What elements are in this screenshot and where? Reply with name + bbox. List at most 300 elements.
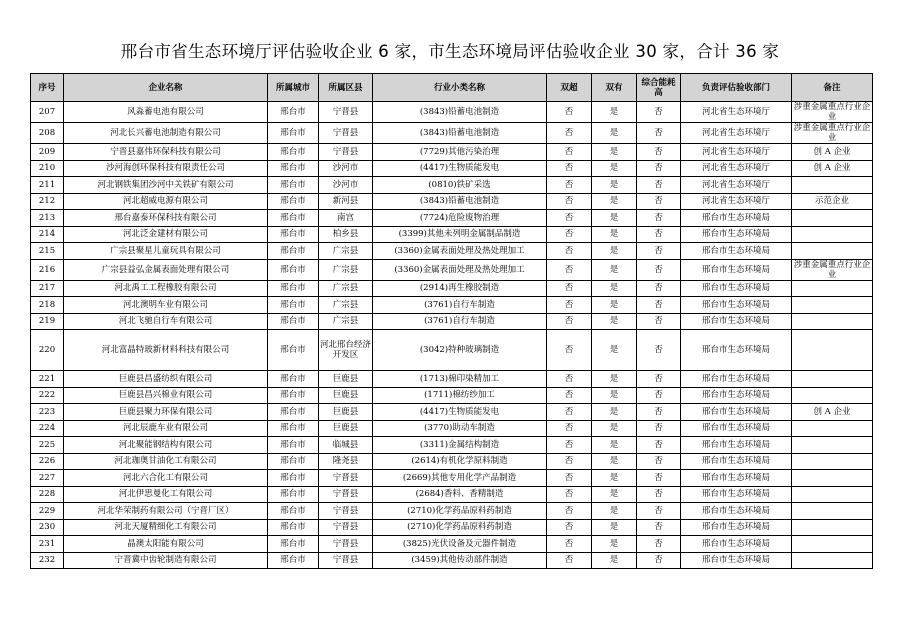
cell-company-name: 河北六合化工有限公司: [64, 470, 268, 487]
cell-energy: 否: [637, 437, 681, 454]
cell-energy: 否: [637, 552, 681, 569]
cell-energy: 否: [637, 313, 681, 330]
table-row: [31, 536, 873, 553]
cell-company-name: 河北澳明车业有限公司: [64, 297, 268, 314]
cell-dept: 邢台市生态环境局: [681, 519, 792, 536]
cell-shuangchao: 否: [547, 160, 592, 177]
cell-city: 邢台市: [268, 371, 319, 388]
cell-no: 231: [31, 536, 64, 553]
cell-no: 220: [31, 330, 64, 371]
cell-no: 222: [31, 387, 64, 404]
cell-dept: 河北省生态环境厅: [681, 193, 792, 210]
cell-city: 邢台市: [268, 297, 319, 314]
cell-shuangyou: 是: [592, 177, 637, 194]
cell-no: 218: [31, 297, 64, 314]
cell-no: 207: [31, 102, 64, 123]
cell-city: 邢台市: [268, 160, 319, 177]
cell-company-name: 河北天厦精细化工有限公司: [64, 519, 268, 536]
table-row: [31, 210, 873, 227]
cell-industry: (0810)铁矿采选: [373, 177, 547, 194]
cell-shuangchao: 否: [547, 330, 592, 371]
cell-industry: (3843)铅蓄电池制造: [373, 123, 547, 144]
cell-county: 宁晋县: [319, 486, 373, 503]
cell-no: 210: [31, 160, 64, 177]
cell-company-name: 河北钢铁集团沙河中关铁矿有限公司: [64, 177, 268, 194]
cell-industry: (2669)其他专用化学产品制造: [373, 470, 547, 487]
cell-city: 邢台市: [268, 123, 319, 144]
cell-shuangchao: 否: [547, 503, 592, 520]
cell-energy: 否: [637, 177, 681, 194]
cell-city: 邢台市: [268, 243, 319, 260]
table-row: [31, 453, 873, 470]
table-row: [31, 552, 873, 569]
cell-shuangyou: 是: [592, 437, 637, 454]
table-row: [31, 486, 873, 503]
cell-city: 邢台市: [268, 144, 319, 161]
cell-shuangchao: 否: [547, 404, 592, 421]
cell-shuangyou: 是: [592, 371, 637, 388]
cell-dept: 邢台市生态环境局: [681, 280, 792, 297]
cell-dept: 邢台市生态环境局: [681, 420, 792, 437]
cell-dept: 邢台市生态环境局: [681, 330, 792, 371]
cell-shuangchao: 否: [547, 123, 592, 144]
cell-dept: 邢台市生态环境局: [681, 297, 792, 314]
page-title: 邢台市省生态环境厅评估验收企业 6 家，市生态环境局评估验收企业 30 家，合计 36 家: [120, 42, 780, 61]
cell-company-name: 邢台嘉泰环保科技有限公司: [64, 210, 268, 227]
table-row: [31, 387, 873, 404]
table-row: [31, 437, 873, 454]
cell-county: 新河县: [319, 193, 373, 210]
header-industry: 行业小类名称: [373, 74, 547, 102]
cell-county: 宁晋县: [319, 503, 373, 520]
cell-industry: (1713)棉印染精加工: [373, 371, 547, 388]
cell-city: 邢台市: [268, 177, 319, 194]
cell-county: 巨鹿县: [319, 420, 373, 437]
cell-industry: (3042)特种玻璃制造: [373, 330, 547, 371]
cell-note: 涉重金属重点行业企业: [792, 102, 873, 123]
cell-dept: 邢台市生态环境局: [681, 437, 792, 454]
cell-no: 228: [31, 486, 64, 503]
cell-shuangchao: 否: [547, 102, 592, 123]
cell-dept: 邢台市生态环境局: [681, 404, 792, 421]
cell-shuangyou: 是: [592, 280, 637, 297]
cell-industry: (2684)香料、香精制造: [373, 486, 547, 503]
table-row: [31, 177, 873, 194]
table-row: [31, 297, 873, 314]
cell-dept: 河北省生态环境厅: [681, 160, 792, 177]
cell-dept: 邢台市生态环境局: [681, 552, 792, 569]
cell-company-name: 广宗县益弘金属表面处理有限公司: [64, 259, 268, 280]
cell-dept: 邢台市生态环境局: [681, 486, 792, 503]
cell-shuangyou: 是: [592, 210, 637, 227]
cell-note: 创 A 企业: [792, 144, 873, 161]
cell-dept: 邢台市生态环境局: [681, 243, 792, 260]
cell-shuangchao: 否: [547, 552, 592, 569]
table-row: [31, 470, 873, 487]
cell-industry: (3399)其他未列明金属制品制造: [373, 226, 547, 243]
cell-industry: (3360)金属表面处理及热处理加工: [373, 243, 547, 260]
table-row: [31, 420, 873, 437]
cell-company-name: 河北聚能钢结构有限公司: [64, 437, 268, 454]
cell-shuangyou: 是: [592, 404, 637, 421]
cell-note: [792, 280, 873, 297]
cell-energy: 否: [637, 420, 681, 437]
cell-company-name: 河北华荣制药有限公司（宁晋厂区）: [64, 503, 268, 520]
table-row: [31, 193, 873, 210]
cell-shuangyou: 是: [592, 470, 637, 487]
cell-note: [792, 470, 873, 487]
cell-county: 巨鹿县: [319, 387, 373, 404]
cell-company-name: 河北富晶特玻新材料科技有限公司: [64, 330, 268, 371]
cell-note: [792, 503, 873, 520]
cell-shuangchao: 否: [547, 437, 592, 454]
cell-industry: (4417)生物质能发电: [373, 160, 547, 177]
cell-industry: (3761)自行车制造: [373, 297, 547, 314]
cell-energy: 否: [637, 330, 681, 371]
cell-city: 邢台市: [268, 313, 319, 330]
cell-note: [792, 387, 873, 404]
cell-company-name: 河北泛金建材有限公司: [64, 226, 268, 243]
cell-shuangyou: 是: [592, 536, 637, 553]
cell-shuangchao: 否: [547, 243, 592, 260]
cell-county: 宁晋县: [319, 123, 373, 144]
cell-city: 邢台市: [268, 519, 319, 536]
table-body: [31, 102, 873, 569]
header-name: 企业名称: [64, 74, 268, 102]
cell-shuangchao: 否: [547, 297, 592, 314]
cell-note: [792, 420, 873, 437]
cell-no: 215: [31, 243, 64, 260]
cell-note: [792, 519, 873, 536]
cell-shuangyou: 是: [592, 226, 637, 243]
cell-industry: (3825)光伏设备及元器件制造: [373, 536, 547, 553]
cell-energy: 否: [637, 123, 681, 144]
cell-county: 广宗县: [319, 297, 373, 314]
cell-city: 邢台市: [268, 437, 319, 454]
cell-industry: (2614)有机化学原料制造: [373, 453, 547, 470]
cell-note: [792, 177, 873, 194]
cell-county: 南宫: [319, 210, 373, 227]
cell-industry: (2914)再生橡胶制造: [373, 280, 547, 297]
cell-dept: 邢台市生态环境局: [681, 226, 792, 243]
cell-industry: (3311)金属结构制造: [373, 437, 547, 454]
cell-shuangchao: 否: [547, 470, 592, 487]
cell-note: [792, 486, 873, 503]
cell-city: 邢台市: [268, 102, 319, 123]
cell-no: 227: [31, 470, 64, 487]
cell-county: 隆尧县: [319, 453, 373, 470]
cell-shuangyou: 是: [592, 123, 637, 144]
cell-shuangyou: 是: [592, 102, 637, 123]
header-city: 所属城市: [268, 74, 319, 102]
cell-county: 宁晋县: [319, 552, 373, 569]
cell-energy: 否: [637, 519, 681, 536]
cell-shuangyou: 是: [592, 243, 637, 260]
cell-shuangyou: 是: [592, 193, 637, 210]
cell-shuangyou: 是: [592, 259, 637, 280]
cell-shuangchao: 否: [547, 371, 592, 388]
cell-county: 宁晋县: [319, 144, 373, 161]
cell-note: [792, 552, 873, 569]
cell-city: 邢台市: [268, 404, 319, 421]
cell-shuangchao: 否: [547, 259, 592, 280]
cell-dept: 邢台市生态环境局: [681, 470, 792, 487]
cell-shuangchao: 否: [547, 193, 592, 210]
cell-note: [792, 313, 873, 330]
table-row: [31, 123, 873, 144]
cell-county: 广宗县: [319, 313, 373, 330]
cell-industry: (3770)助动车制造: [373, 420, 547, 437]
cell-company-name: 巨鹿县昌兴棉业有限公司: [64, 387, 268, 404]
cell-shuangchao: 否: [547, 210, 592, 227]
table-row: [31, 371, 873, 388]
cell-shuangchao: 否: [547, 313, 592, 330]
cell-shuangyou: 是: [592, 330, 637, 371]
cell-industry: (4417)生物质能发电: [373, 404, 547, 421]
cell-no: 217: [31, 280, 64, 297]
cell-note: [792, 330, 873, 371]
cell-industry: (3459)其他传动部件制造: [373, 552, 547, 569]
cell-company-name: 巨鹿县聚力环保有限公司: [64, 404, 268, 421]
cell-no: 229: [31, 503, 64, 520]
cell-energy: 否: [637, 486, 681, 503]
table-row: [31, 160, 873, 177]
cell-note: [792, 437, 873, 454]
cell-city: 邢台市: [268, 486, 319, 503]
cell-county: 宁晋县: [319, 536, 373, 553]
cell-company-name: 河北禹工工程橡胶有限公司: [64, 280, 268, 297]
cell-county: 巨鹿县: [319, 371, 373, 388]
cell-no: 224: [31, 420, 64, 437]
cell-note: [792, 243, 873, 260]
table-row: [31, 313, 873, 330]
cell-energy: 否: [637, 193, 681, 210]
cell-shuangchao: 否: [547, 177, 592, 194]
cell-shuangchao: 否: [547, 280, 592, 297]
cell-company-name: 河北伊思曼化工有限公司: [64, 486, 268, 503]
cell-dept: 邢台市生态环境局: [681, 387, 792, 404]
cell-energy: 否: [637, 387, 681, 404]
cell-shuangchao: 否: [547, 387, 592, 404]
cell-dept: 邢台市生态环境局: [681, 210, 792, 227]
cell-shuangchao: 否: [547, 420, 592, 437]
cell-city: 邢台市: [268, 453, 319, 470]
cell-shuangchao: 否: [547, 519, 592, 536]
cell-energy: 否: [637, 503, 681, 520]
cell-city: 邢台市: [268, 226, 319, 243]
cell-dept: 河北省生态环境厅: [681, 123, 792, 144]
cell-energy: 否: [637, 226, 681, 243]
table-row: [31, 330, 873, 371]
cell-industry: (2710)化学药品原料药制造: [373, 519, 547, 536]
cell-city: 邢台市: [268, 503, 319, 520]
cell-energy: 否: [637, 160, 681, 177]
cell-city: 邢台市: [268, 280, 319, 297]
header-no: 序号: [31, 74, 64, 102]
cell-city: 邢台市: [268, 330, 319, 371]
cell-energy: 否: [637, 404, 681, 421]
cell-energy: 否: [637, 259, 681, 280]
cell-county: 河北邢台经济开发区: [319, 330, 373, 371]
table-row: [31, 243, 873, 260]
cell-county: 宁晋县: [319, 470, 373, 487]
cell-shuangyou: 是: [592, 486, 637, 503]
cell-city: 邢台市: [268, 552, 319, 569]
cell-shuangyou: 是: [592, 313, 637, 330]
header-energy: 综合能耗高: [637, 74, 681, 102]
cell-city: 邢台市: [268, 536, 319, 553]
cell-energy: 否: [637, 371, 681, 388]
cell-company-name: 宁晋冀中齿轮制造有限公司: [64, 552, 268, 569]
cell-no: 209: [31, 144, 64, 161]
cell-shuangyou: 是: [592, 420, 637, 437]
cell-shuangchao: 否: [547, 226, 592, 243]
cell-industry: (3843)铅蓄电池制造: [373, 193, 547, 210]
cell-energy: 否: [637, 280, 681, 297]
header-shuangyou: 双有: [592, 74, 637, 102]
cell-no: 230: [31, 519, 64, 536]
cell-dept: 河北省生态环境厅: [681, 177, 792, 194]
cell-county: 柏乡县: [319, 226, 373, 243]
cell-industry: (3761)自行车制造: [373, 313, 547, 330]
cell-shuangyou: 是: [592, 297, 637, 314]
cell-shuangchao: 否: [547, 486, 592, 503]
cell-note: 涉重金属重点行业企业: [792, 123, 873, 144]
cell-county: 沙河市: [319, 160, 373, 177]
cell-no: 208: [31, 123, 64, 144]
cell-energy: 否: [637, 243, 681, 260]
cell-note: [792, 371, 873, 388]
cell-industry: (2710)化学药品原料药制造: [373, 503, 547, 520]
cell-note: 涉重金属重点行业企业: [792, 259, 873, 280]
cell-energy: 否: [637, 297, 681, 314]
cell-county: 广宗县: [319, 259, 373, 280]
cell-city: 邢台市: [268, 259, 319, 280]
cell-company-name: 河北辰鹿车业有限公司: [64, 420, 268, 437]
cell-no: 214: [31, 226, 64, 243]
cell-energy: 否: [637, 144, 681, 161]
cell-county: 广宗县: [319, 280, 373, 297]
cell-industry: (7729)其他污染治理: [373, 144, 547, 161]
cell-company-name: 河北长兴蓄电池制造有限公司: [64, 123, 268, 144]
cell-energy: 否: [637, 536, 681, 553]
cell-industry: (7724)危险废物治理: [373, 210, 547, 227]
cell-county: 广宗县: [319, 243, 373, 260]
cell-no: 219: [31, 313, 64, 330]
cell-dept: 邢台市生态环境局: [681, 313, 792, 330]
cell-note: 创 A 企业: [792, 404, 873, 421]
cell-shuangyou: 是: [592, 387, 637, 404]
cell-no: 221: [31, 371, 64, 388]
table-row: [31, 519, 873, 536]
cell-shuangyou: 是: [592, 160, 637, 177]
cell-company-name: 风淼蓄电池有限公司: [64, 102, 268, 123]
cell-company-name: 河北珈奥甘油化工有限公司: [64, 453, 268, 470]
cell-no: 223: [31, 404, 64, 421]
cell-energy: 否: [637, 470, 681, 487]
cell-no: 226: [31, 453, 64, 470]
cell-city: 邢台市: [268, 210, 319, 227]
cell-county: 宁晋县: [319, 102, 373, 123]
cell-company-name: 沙河海创环保科技有限责任公司: [64, 160, 268, 177]
cell-city: 邢台市: [268, 470, 319, 487]
cell-energy: 否: [637, 453, 681, 470]
cell-energy: 否: [637, 210, 681, 227]
table-header: [31, 74, 873, 102]
cell-no: 212: [31, 193, 64, 210]
cell-county: 沙河市: [319, 177, 373, 194]
cell-dept: 邢台市生态环境局: [681, 259, 792, 280]
cell-county: 临城县: [319, 437, 373, 454]
table-row: [31, 226, 873, 243]
cell-note: [792, 226, 873, 243]
cell-dept: 邢台市生态环境局: [681, 371, 792, 388]
cell-no: 213: [31, 210, 64, 227]
cell-county: 宁晋县: [319, 519, 373, 536]
cell-city: 邢台市: [268, 387, 319, 404]
table-row: [31, 280, 873, 297]
cell-note: [792, 453, 873, 470]
cell-shuangchao: 否: [547, 453, 592, 470]
cell-company-name: 晶澳太阳能有限公司: [64, 536, 268, 553]
cell-company-name: 巨鹿县昌盛纺织有限公司: [64, 371, 268, 388]
cell-shuangyou: 是: [592, 503, 637, 520]
table-row: [31, 102, 873, 123]
table-row: [31, 144, 873, 161]
cell-note: [792, 210, 873, 227]
cell-shuangyou: 是: [592, 519, 637, 536]
cell-energy: 否: [637, 102, 681, 123]
cell-industry: (3360)金属表面处理及热处理加工: [373, 259, 547, 280]
cell-dept: 邢台市生态环境局: [681, 453, 792, 470]
cell-company-name: 河北飞驰自行车有限公司: [64, 313, 268, 330]
cell-company-name: 广宗县聚星儿童玩具有限公司: [64, 243, 268, 260]
cell-note: 示范企业: [792, 193, 873, 210]
cell-no: 225: [31, 437, 64, 454]
cell-no: 216: [31, 259, 64, 280]
cell-dept: 邢台市生态环境局: [681, 536, 792, 553]
cell-shuangyou: 是: [592, 453, 637, 470]
header-shuangchao: 双超: [547, 74, 592, 102]
table-row: [31, 404, 873, 421]
cell-company-name: 宁晋县嘉伟环保科技有限公司: [64, 144, 268, 161]
cell-shuangyou: 是: [592, 552, 637, 569]
cell-industry: (3843)铅蓄电池制造: [373, 102, 547, 123]
header-note: 备注: [792, 74, 873, 102]
cell-dept: 邢台市生态环境局: [681, 503, 792, 520]
cell-dept: 河北省生态环境厅: [681, 144, 792, 161]
header-dept: 负责评估验收部门: [681, 74, 792, 102]
cell-note: 创 A 企业: [792, 160, 873, 177]
header-county: 所属区县: [319, 74, 373, 102]
enterprise-table: [30, 73, 873, 569]
cell-no: 211: [31, 177, 64, 194]
cell-shuangchao: 否: [547, 144, 592, 161]
cell-note: [792, 536, 873, 553]
cell-company-name: 河北超威电源有限公司: [64, 193, 268, 210]
cell-shuangyou: 是: [592, 144, 637, 161]
cell-note: [792, 297, 873, 314]
cell-no: 232: [31, 552, 64, 569]
cell-dept: 河北省生态环境厅: [681, 102, 792, 123]
cell-county: 巨鹿县: [319, 404, 373, 421]
table-row: [31, 259, 873, 280]
table-row: [31, 503, 873, 520]
cell-city: 邢台市: [268, 420, 319, 437]
cell-industry: (1711)棉纺纱加工: [373, 387, 547, 404]
cell-city: 邢台市: [268, 193, 319, 210]
cell-shuangchao: 否: [547, 536, 592, 553]
